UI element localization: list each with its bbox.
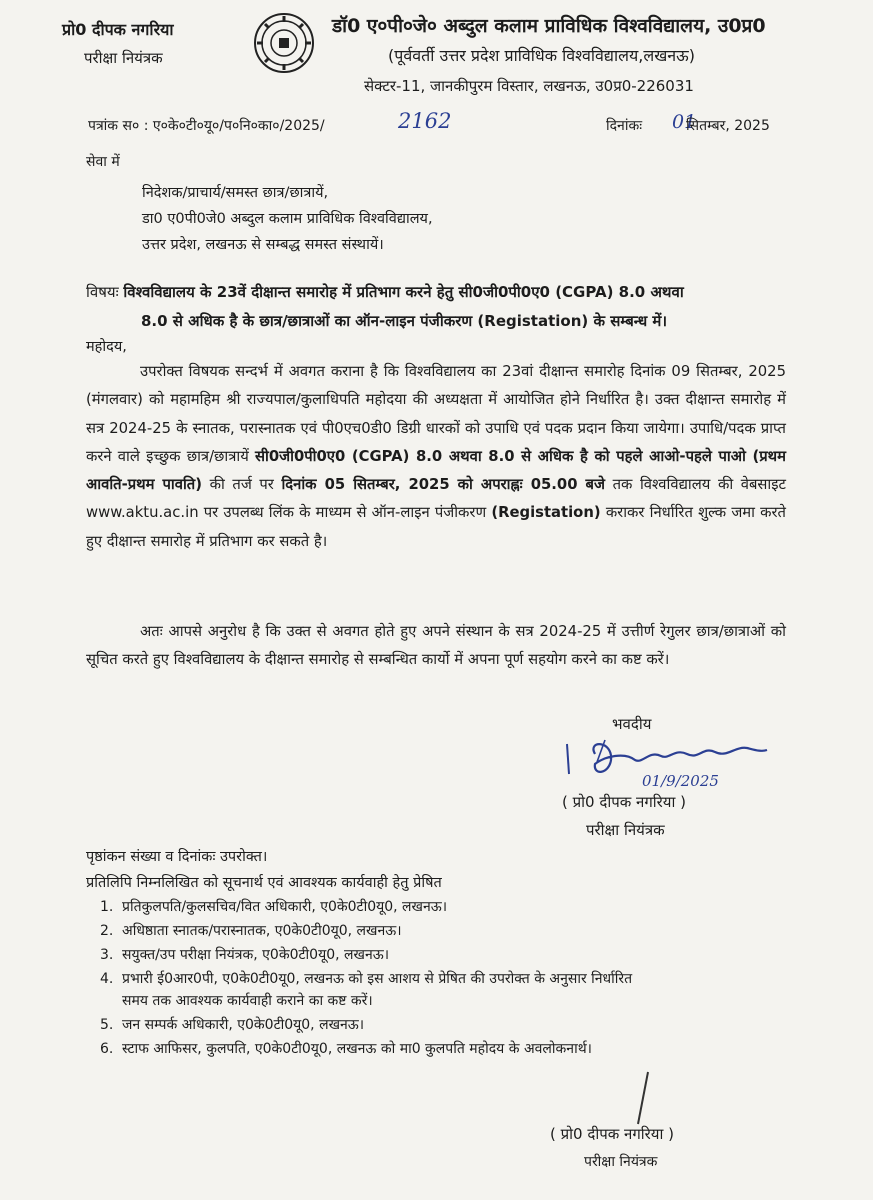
date-label: दिनांकः [606, 118, 643, 134]
endorsement-item: 1. प्रतिकुलपति/कुलसचिव/वित अधिकारी, ए0के0टी0यू0, लखनऊ। [100, 899, 448, 915]
date-day-handwritten: 01 [672, 111, 697, 133]
initial-mark-icon [620, 1068, 660, 1128]
endorsement-item: 6. स्टाफ आफिसर, कुलपति, ए0के0टी0यू0, लखनऊ को मा0 कुलपति महोदय के अवलोकनार्थ। [100, 1041, 592, 1057]
university-address: सेक्टर-11, जानकीपुरम विस्तार, लखनऊ, उ0प्र0-226031 [364, 77, 694, 95]
body-text: तक विश्वविद्यालय की वेबसाइट www.aktu.ac.in पर उपलब्ध लिंक के माध्यम से ऑन-लाइन पंजीकरण [86, 476, 786, 522]
body-paragraph-1 [86, 358, 786, 556]
closing-bhavdiy: भवदीय [612, 715, 652, 733]
reference-number-handwritten: 2162 [398, 109, 452, 133]
addressee-line: उत्तर प्रदेश, लखनऊ से सम्बद्ध समस्त संस्थायें। [142, 237, 384, 253]
body-text: की तर्ज पर [209, 476, 274, 494]
date-month-year: सितम्बर, 2025 [686, 118, 770, 134]
subject-label: विषयः [86, 283, 119, 301]
body-paragraph-2 [86, 618, 786, 675]
addressee-line: निदेशक/प्राचार्य/समस्त छात्र/छात्रायें, [142, 185, 329, 201]
endorsement-signatory-name: ( प्रो0 दीपक नगरिया ) [550, 1125, 675, 1143]
subject-block [86, 278, 786, 336]
endorsement-heading: पृष्ठांकन संख्या व दिनांकः उपरोक्त। [86, 849, 268, 865]
body-text: उपरोक्त विषयक सन्दर्भ में अवगत कराना है कि विश्वविद्यालय का 23वां दीक्षान्त समारोह दिनांक 09 सितम्बर, 2025 (मंगलवार) को महामहिम श्री राज्यपाल/कुलाधिपति महोदया की अध्यक्षता में आयोजित होने निर्धारित है। उक्त दीक्षान्त समारोह में सत्र 2024-25 के स्नातक, परास्नातक एवं पी0एच0डी0 डिग्री धारकों को उपाधि एवं पदक प्रदान किया जायेगा। उपाधि/पदक प्राप्त करने वाले इच्छुक छात्र/छात्रायें [86, 363, 786, 465]
addressee-seva: सेवा में [86, 154, 120, 170]
endorsement-item: 2. अधिष्ठाता स्नातक/परास्नातक, ए0के0टी0यू0, लखनऊ। [100, 923, 402, 939]
body-text: अतः आपसे अनुरोध है कि उक्त से अवगत होते हुए अपने संस्थान के सत्र 2024-25 में उत्तीर्ण रेगुलर छात्र/छात्राओं को सूचित करते हुए विश्वविद्यालय के दीक्षान्त समारोह से सम्बन्धित कार्यो में अपना पूर्ण सहयोग करने का कष्ट करें। [86, 623, 786, 669]
sender-name: प्रो0 दीपक नगरिया [62, 20, 174, 39]
signature-date-handwritten: 01/9/2025 [642, 772, 719, 790]
signatory-post: परीक्षा नियंत्रक [586, 821, 665, 839]
reference-label: पत्रांक स० : ए०के०टी०यू०/प०नि०का०/2025/ [88, 118, 325, 134]
subject-line-2: 8.0 से अधिक है के छात्र/छात्राओं का ऑन-लाइन पंजीकरण (Registation) के सम्बन्ध में। [141, 312, 668, 330]
subject-line-1: विश्वविद्यालय के 23वें दीक्षान्त समारोह में प्रतिभाग करने हेतु सी0जी0पी0ए0 (CGPA) 8.0 अथवा [123, 283, 684, 301]
endorsement-item: 3. सयुक्त/उप परीक्षा नियंत्रक, ए0के0टी0यू0, लखनऊ। [100, 947, 390, 963]
addressee-line: डा0 ए0पी0जे0 अब्दुल कलाम प्राविधिक विश्वविद्यालय, [142, 211, 433, 227]
body-text-bold: सी0जी0पी0ए0 (CGPA) 8.0 अथवा 8.0 से अधिक है को पहले आओ-पहले पाओ (प्रथम आवति-प्रथम पावति) [86, 447, 786, 494]
university-logo-icon [253, 12, 315, 74]
endorsement-item: 4. प्रभारी ई0आर0पी, ए0के0टी0यू0, लखनऊ को इस आशय से प्रेषित की उपरोक्त के अनुसार निर्धारित समय तक आवश्यक कार्यवाही कराने का कष्ट करें। [100, 971, 633, 1009]
body-text-bold: (Registation) [491, 504, 601, 522]
university-former-name: (पूर्ववर्ती उत्तर प्रदेश प्राविधिक विश्वविद्यालय,लखनऊ) [388, 46, 695, 65]
endorsement-signatory-post: परीक्षा नियंत्रक [584, 1154, 658, 1170]
endorsement-item: 5. जन सम्पर्क अधिकारी, ए0के0टी0यू0, लखनऊ। [100, 1017, 365, 1033]
signatory-name: ( प्रो0 दीपक नगरिया ) [562, 793, 687, 811]
sender-post: परीक्षा नियंत्रक [84, 49, 163, 67]
body-text: कराकर निर्धारित शुल्क जमा करते हुए दीक्षान्त समारोह में प्रतिभाग कर सकते है। [86, 504, 786, 550]
salutation: महोदय, [86, 339, 127, 355]
endorsement-intro: प्रतिलिपि निम्नलिखित को सूचनार्थ एवं आवश्यक कार्यवाही हेतु प्रेषित [86, 875, 442, 891]
body-text-bold: दिनांक 05 सितम्बर, 2025 को अपराह्नः 05.00 बजे [281, 476, 605, 494]
university-name: डॉ0 ए०पी०जे० अब्दुल कलाम प्राविधिक विश्वविद्यालय, उ0प्र0 [332, 15, 766, 37]
